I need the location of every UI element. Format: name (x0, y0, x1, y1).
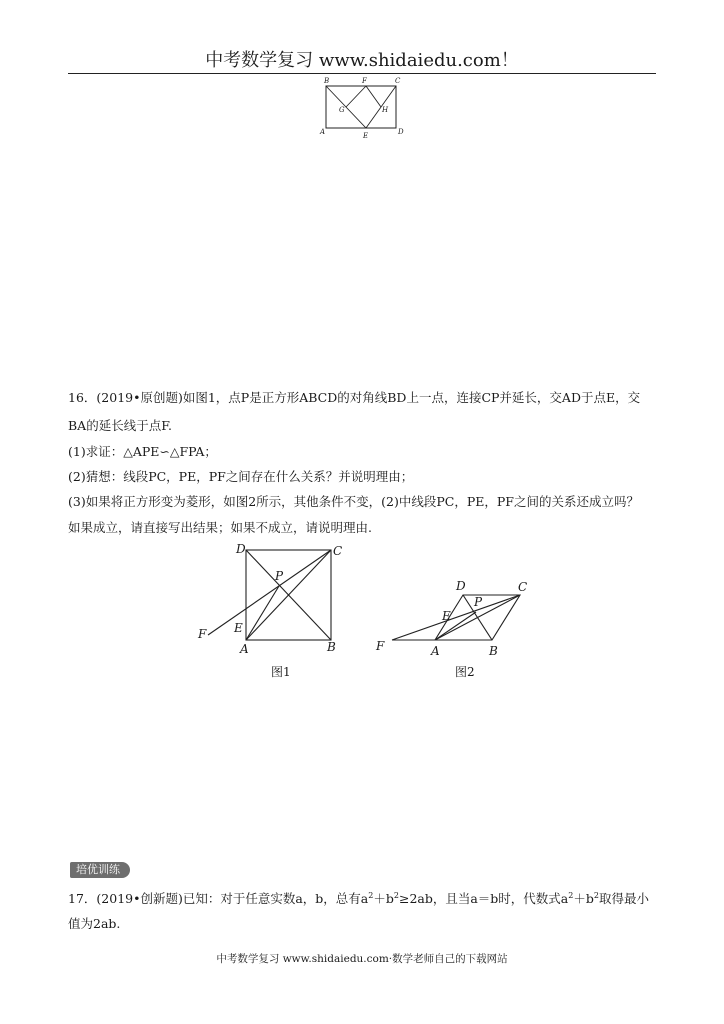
fig2-label-A: A (431, 644, 440, 658)
figure-1-caption: 图1 (271, 665, 291, 679)
fig2-label-F: F (376, 639, 385, 653)
label-H: H (382, 106, 389, 114)
label-B: B (324, 77, 330, 85)
fig2-label-D: D (456, 579, 466, 593)
label-A: A (320, 128, 326, 136)
label-E: E (363, 132, 369, 140)
problem-16-question-1: (1)求证：△APE∽△FPA； (68, 444, 217, 459)
fig2-label-E: E (442, 609, 451, 623)
label-F: F (362, 77, 367, 85)
fig1-label-D: D (236, 542, 246, 556)
problem-16-question-3-line-1: (3)如果将正方形变为菱形，如图2所示，其他条件不变，(2)中线段PC，PE，PF之间的关系还成立吗？ (68, 494, 639, 509)
problem-17-line-1: 17．(2019•创新题)已知：对于任意实数a，b，总有$a^2+b^2\ge 2ab$，且当a＝b时，代数式$a^2+b^2$取得最小 (68, 891, 649, 907)
label-G: G (339, 106, 345, 114)
fig2-label-B: B (489, 644, 498, 658)
problem-16-line-1: 16．(2019•原创题)如图1，点P是正方形ABCD的对角线BD上一点，连接CP并延长，交AD于点E，交 (68, 390, 641, 405)
problem-16-question-2: (2)猜想：线段PC，PE，PF之间存在什么关系？并说明理由； (68, 469, 414, 484)
fig1-label-A: A (240, 642, 249, 656)
page-footer: 中考数学复习 www.shidaiedu.com·数学老师自己的下载网站 (216, 953, 508, 965)
fig1-label-P: P (275, 569, 284, 583)
fig1-label-E: E (234, 621, 243, 635)
fig1-label-C: C (333, 544, 343, 558)
fig1-label-B: B (327, 640, 336, 654)
figure-1-square (196, 540, 356, 658)
label-C: C (395, 77, 401, 85)
fig2-label-C: C (518, 580, 528, 594)
figure-2-rhombus (372, 574, 532, 660)
fig1-label-F: F (198, 627, 207, 641)
label-D: D (398, 128, 404, 136)
figure-rectangle-efgh (315, 74, 415, 140)
section-tag-advanced-training: 培优训练 (70, 862, 130, 878)
figure-2-caption: 图2 (455, 665, 475, 679)
problem-16-line-2: BA的延长线于点F. (68, 418, 172, 433)
page-header-title: 中考数学复习 www.shidaiedu.com！ (205, 50, 519, 71)
fig2-label-P: P (474, 595, 483, 609)
problem-17-line-2: 值为2ab. (68, 916, 121, 931)
problem-16-question-3-line-2: 如果成立，请直接写出结果；如果不成立，请说明理由. (68, 520, 372, 535)
